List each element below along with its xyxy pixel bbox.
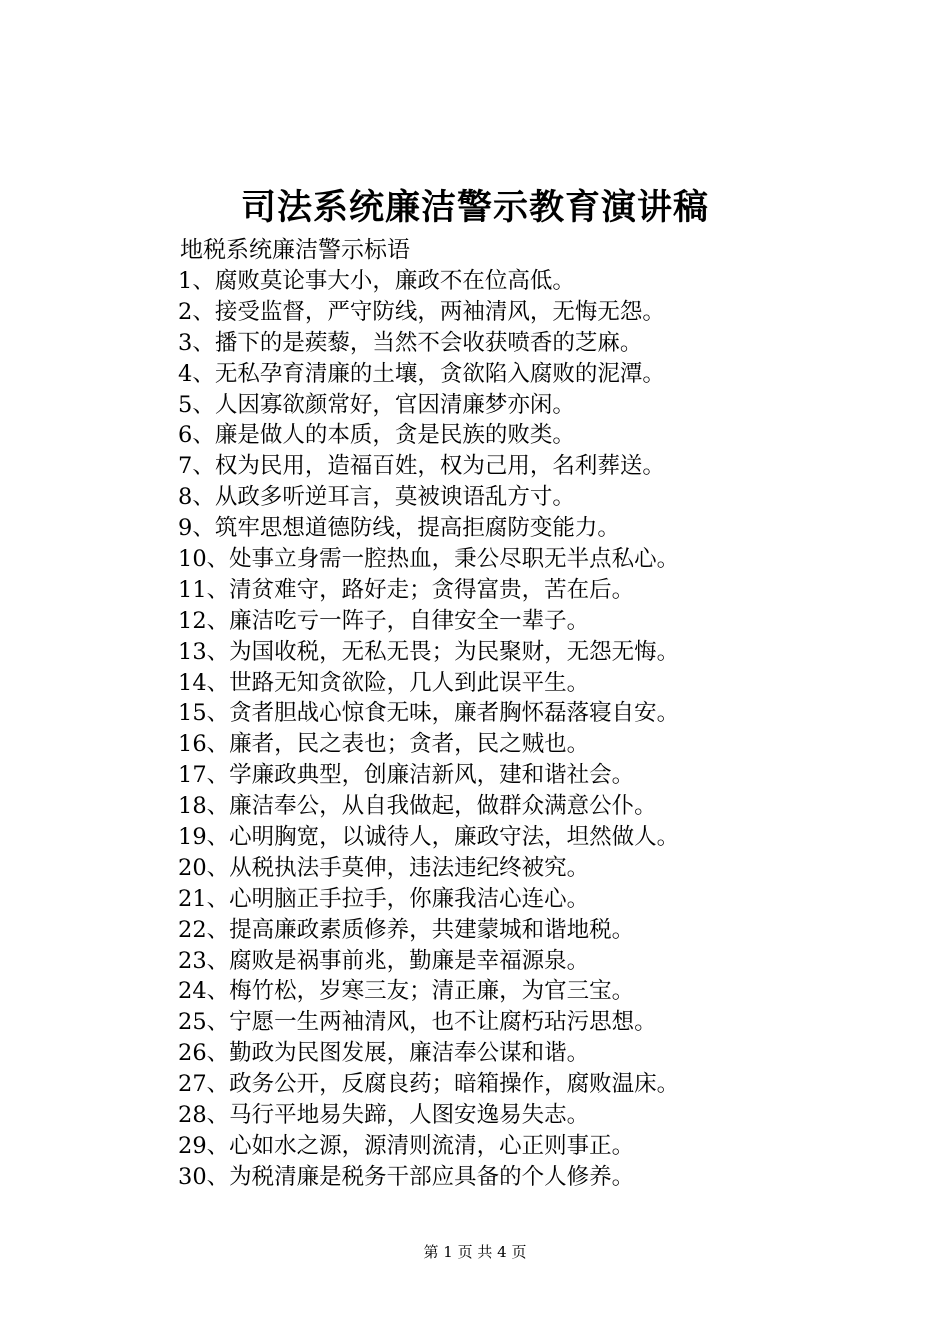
slogan-item: 18、廉洁奉公，从自我做起，做群众满意公仆。: [178, 793, 657, 820]
slogan-item: 15、贪者胆战心惊食无味，廉者胸怀磊落寝自安。: [178, 700, 680, 727]
slogan-item: 6、廉是做人的本质，贪是民族的败类。: [178, 422, 575, 449]
slogan-item: 20、从税执法手莫伸，违法违纪终被究。: [178, 854, 590, 881]
slogan-item: 16、廉者，民之表也；贪者，民之贼也。: [178, 731, 590, 758]
page-number-footer: 第 1 页 共 4 页: [423, 1243, 527, 1261]
slogan-item: 5、人因寡欲颜常好，官因清廉梦亦闲。: [178, 391, 575, 418]
slogan-item: 19、心明胸宽，以诚待人，廉政守法，坦然做人。: [178, 824, 680, 851]
slogan-item: 9、筑牢思想道德防线，提高拒腐防变能力。: [178, 515, 620, 542]
slogan-item: 14、世路无知贪欲险，几人到此误平生。: [178, 669, 590, 696]
slogan-item: 28、马行平地易失蹄，人图安逸易失志。: [178, 1102, 590, 1129]
slogan-item: 21、心明脑正手拉手，你廉我洁心连心。: [178, 885, 590, 912]
slogan-item: 4、无私孕育清廉的土壤，贪欲陷入腐败的泥潭。: [178, 360, 665, 387]
slogan-item: 10、处事立身需一腔热血，秉公尽职无半点私心。: [178, 546, 680, 573]
slogan-item: 2、接受监督，严守防线，两袖清风，无悔无怨。: [178, 298, 665, 325]
slogan-item: 23、腐败是祸事前兆，勤廉是幸福源泉。: [178, 947, 590, 974]
slogan-item: 13、为国收税，无私无畏；为民聚财，无怨无悔。: [178, 638, 680, 665]
slogan-item: 12、廉洁吃亏一阵子，自律安全一辈子。: [178, 607, 590, 634]
slogan-item: 25、宁愿一生两袖清风，也不让腐朽玷污思想。: [178, 1009, 657, 1036]
slogan-item: 30、为税清廉是税务干部应具备的个人修养。: [178, 1163, 635, 1190]
slogan-item: 3、播下的是蒺藜，当然不会收获喷香的芝麻。: [178, 329, 643, 356]
document-title: 司法系统廉洁警示教育演讲稿: [240, 187, 709, 228]
slogan-item: 11、清贫难守，路好走；贪得富贵，苦在后。: [178, 576, 635, 603]
slogan-item: 22、提高廉政素质修养，共建蒙城和谐地税。: [178, 916, 635, 943]
slogan-item: 26、勤政为民图发展，廉洁奉公谋和谐。: [178, 1040, 590, 1067]
slogan-item: 24、梅竹松，岁寒三友；清正廉，为官三宝。: [178, 978, 635, 1005]
slogan-item: 27、政务公开，反腐良药；暗箱操作，腐败温床。: [178, 1071, 680, 1098]
slogan-list: [178, 266, 679, 1193]
slogan-item: 29、心如水之源，源清则流清，心正则事正。: [178, 1132, 635, 1159]
slogan-item: 17、学廉政典型，创廉洁新风，建和谐社会。: [178, 762, 635, 789]
slogan-item: 7、权为民用，造福百姓，权为己用，名利葬送。: [178, 453, 665, 480]
document-subtitle: 地税系统廉洁警示标语: [180, 237, 410, 263]
slogan-item: 8、从政多听逆耳言，莫被谀语乱方寸。: [178, 484, 575, 511]
slogan-item: 1、腐败莫论事大小，廉政不在位高低。: [178, 268, 575, 294]
